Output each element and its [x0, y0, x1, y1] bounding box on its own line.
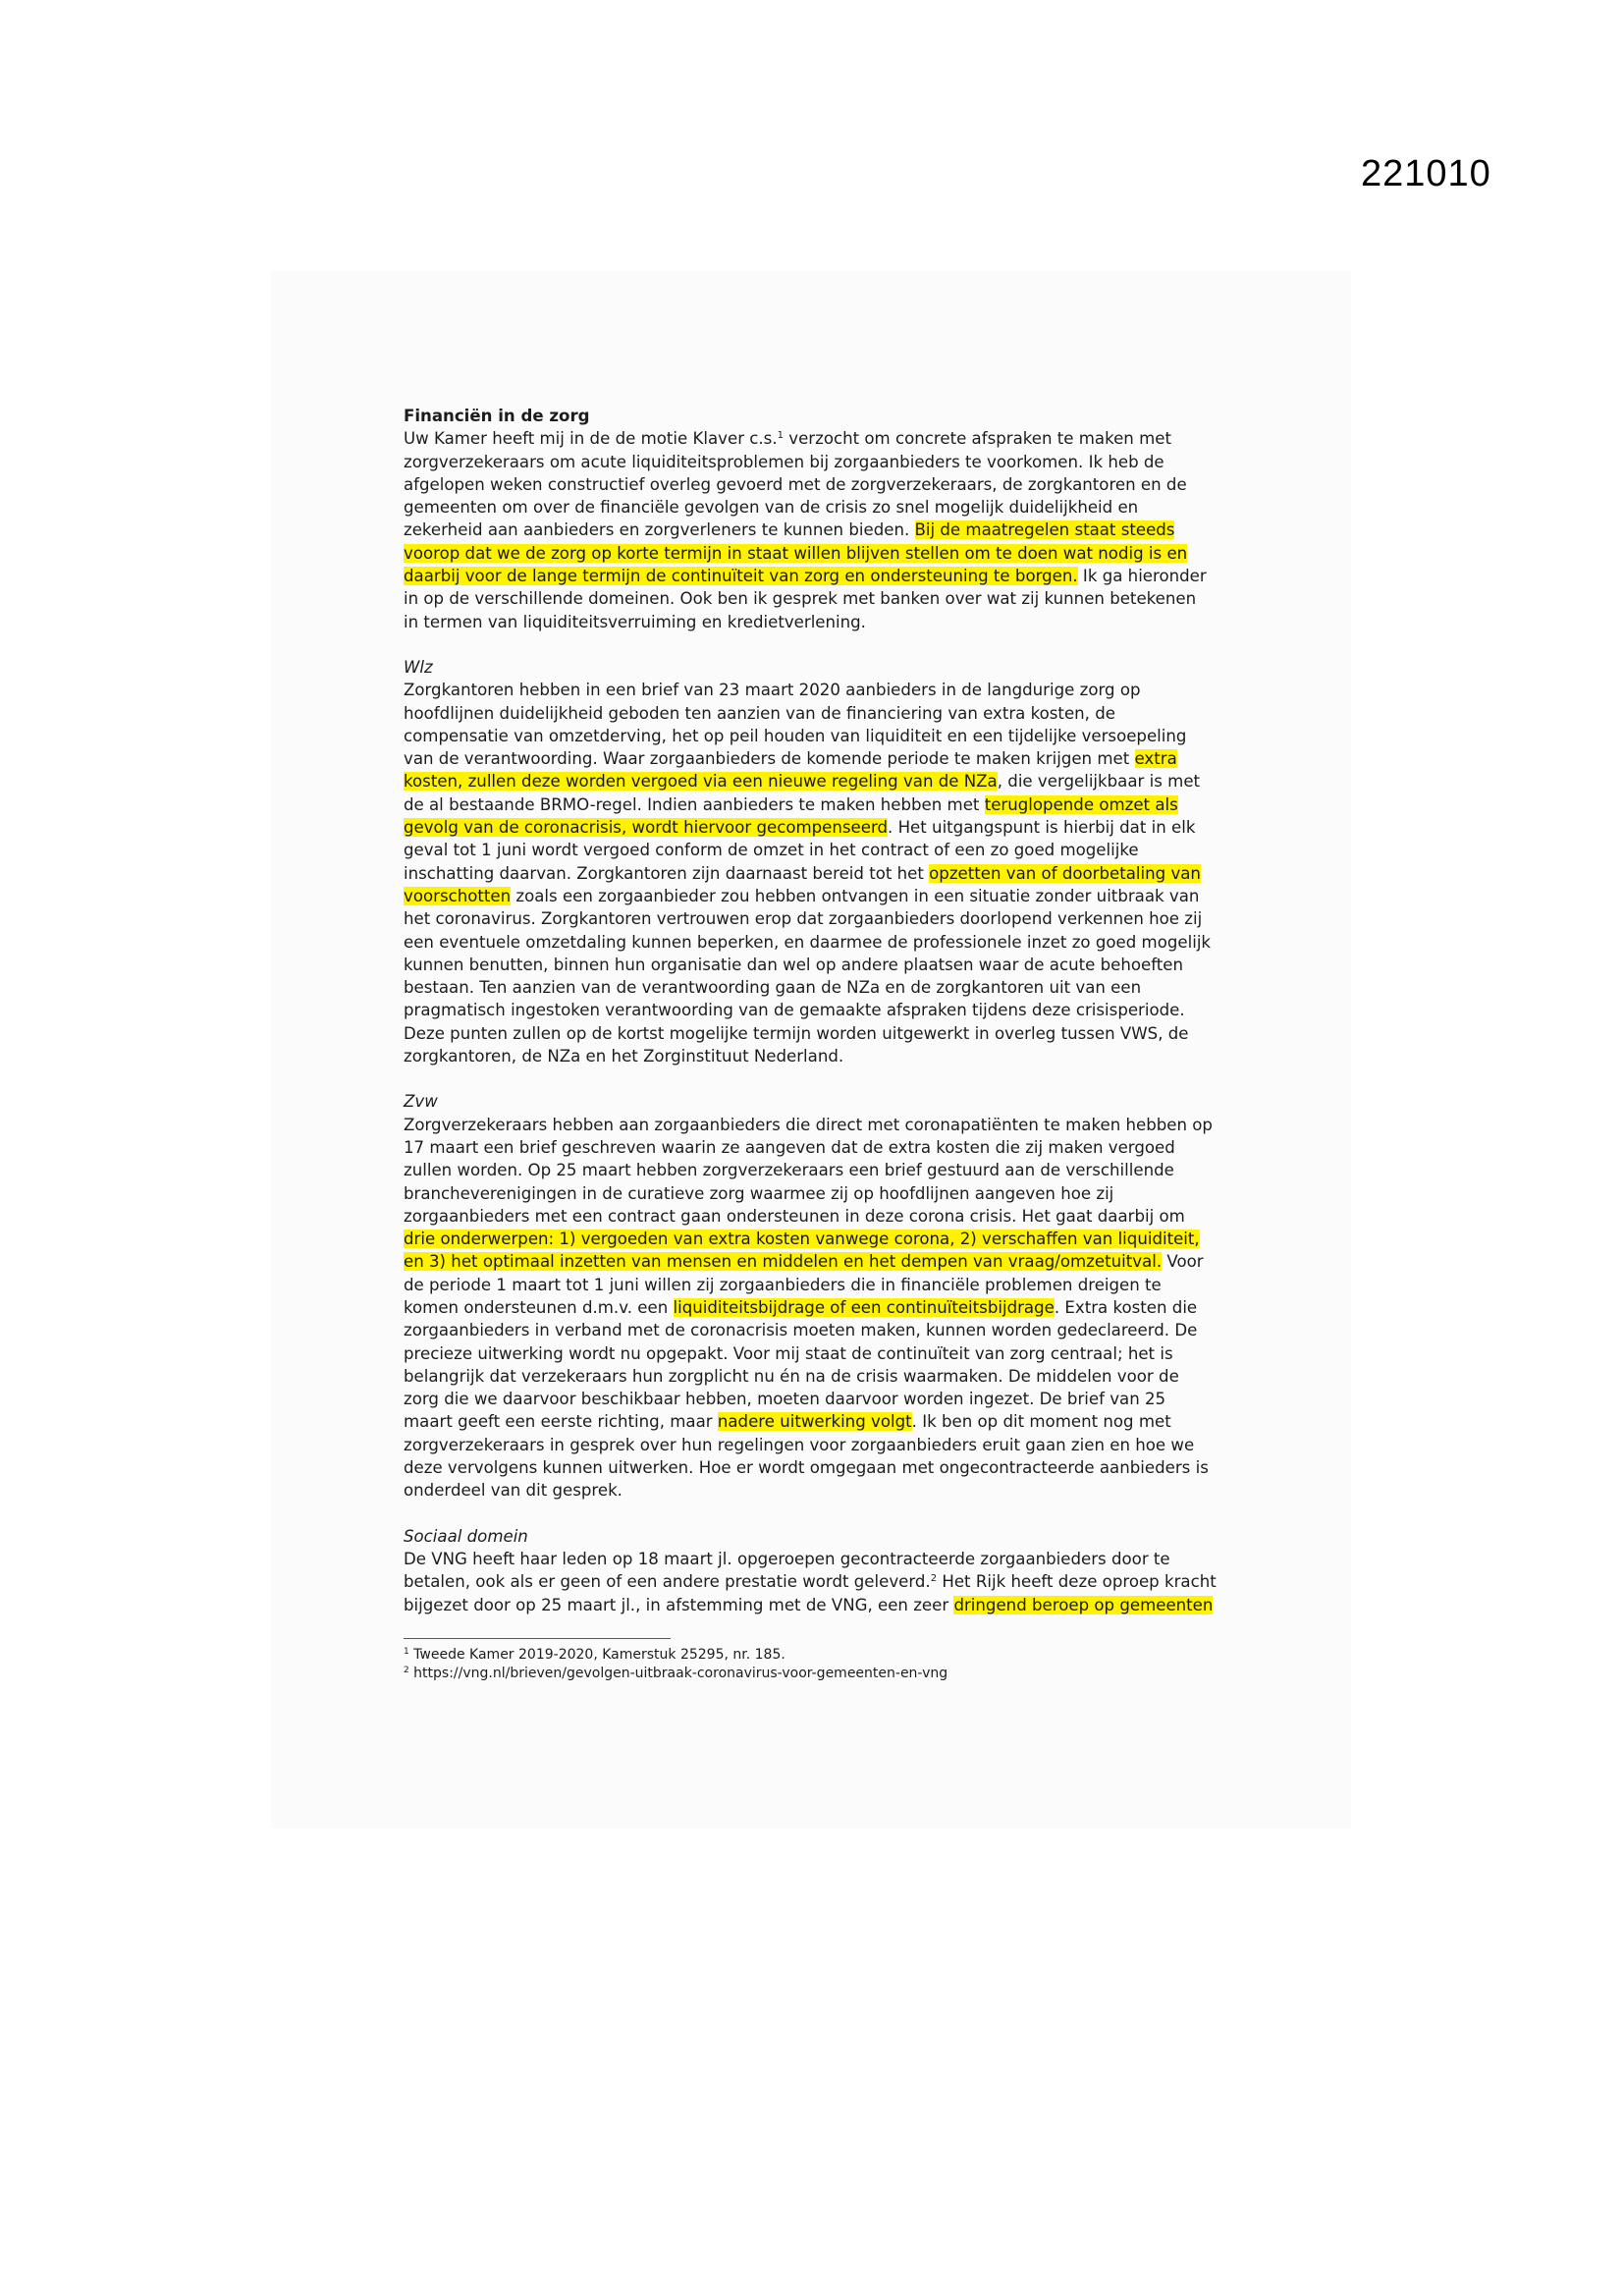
highlighted-text: nadere uitwerking volgt	[717, 1412, 912, 1432]
highlighted-text: teruglopende omzet als gevolg van de coronacrisis, wordt hiervoor gecompenseerd	[404, 794, 1178, 838]
highlighted-text: extra kosten, zullen deze worden vergoed via een nieuwe regeling van de NZa	[404, 749, 1177, 792]
wlz-heading: Wlz	[404, 657, 433, 677]
highlighted-text: opzetten van of doorbetaling van voorschotten	[404, 863, 1201, 905]
highlighted-text: liquiditeitsbijdrage of een continuïteitsbijdrage	[673, 1297, 1055, 1317]
footnote-2	[404, 1665, 1248, 1683]
text-run: De VNG heeft haar leden op 18 maart jl. opgeroepen gecontracteerde zorgaanbieders door te betalen, ook als er geen of een andere prestatie wordt geleverd.	[404, 1549, 1170, 1592]
footnote-2-text: https://vng.nl/brieven/gevolgen-uitbraak-coronavirus-voor-gemeenten-en-vng	[408, 1666, 948, 1681]
text-run: Ik ga hieronder in op de verschillende domeinen. Ook ben ik gesprek met banken over wat zij kunnen betekenen in termen van liquiditeitsverruiming en kredietverlening.	[404, 567, 1207, 631]
section-title: Financiën in de zorg	[404, 407, 590, 425]
zvw-heading: Zvw	[404, 1092, 438, 1112]
zvw-paragraph	[404, 1114, 1248, 1503]
wlz-paragraph	[404, 679, 1248, 1067]
text-run: , die vergelijkbaar is met de al bestaande BRMO-regel. Indien aanbieders te maken hebben met	[404, 772, 1201, 814]
text-run: verzocht om concrete afspraken te maken met zorgverzekeraars om acute liquiditeitsproblemen bij zorgaanbieders te voorkomen. Ik heb de afgelopen weken constructief overleg gevoerd met de zorgverzekeraars, de zorgkantoren en de gemeenten om over de financiële gevolgen van de crisis zo snel mogelijk duidelijkheid en zekerheid aan aanbieders en zorgverleners te kunnen bieden.	[404, 429, 1187, 540]
text-run: . Ik ben op dit moment nog met zorgverzekeraars in gesprek over hun regelingen voor zorgaanbieders eruit gaan zien en hoe we deze vervolgens kunnen uitwerken. Hoe er wordt omgegaan met ongecontracteerde aanbieders is onderdeel van dit gesprek.	[404, 1412, 1209, 1501]
letter-body	[404, 405, 1248, 1616]
text-run: Het Rijk heeft deze oproep kracht bijgezet door op 25 maart jl., in afstemming met de VNG, een zeer	[404, 1572, 1217, 1614]
footnote-divider	[404, 1638, 671, 1639]
footnotes	[404, 1646, 1248, 1683]
text-run: . Extra kosten die zorgaanbieders in verband met de coronacrisis moeten maken, kunnen worden gedeclareerd. De precieze uitwerking wordt nu opgepakt. Voor mij staat de continuïteit van zorg centraal; het is belangrijk dat verzekeraars hun zorgplicht nu én na de crisis waarmaken. De middelen voor de zorg die we daarvoor beschikbaar hebben, moeten daarvoor worden ingezet. De brief van 25 maart geeft een eerste richting, maar	[404, 1297, 1198, 1432]
text-run: Uw Kamer heeft mij in de de motie Klaver c.s.	[404, 429, 778, 449]
footnote-ref: 2	[930, 1573, 938, 1585]
text-run: Zorgkantoren hebben in een brief van 23 maart 2020 aanbieders in de langdurige zorg op hoofdlijnen duidelijkheid geboden ten aanzien van de financiering van extra kosten, de compensatie van omzetderving, het op peil houden van liquiditeit en een tijdelijke versoepeling van de verantwoording. Waar zorgaanbieders de komende periode te maken krijgen met	[404, 681, 1187, 769]
highlighted-text: drie onderwerpen: 1) vergoeden van extra kosten vanwege corona, 2) verschaffen van liquiditeit, en 3) het optimaal inzetten van mensen en middelen en het dempen van vraag/omzetuitval.	[404, 1230, 1200, 1272]
text-run: Voor de periode 1 maart tot 1 juni willen zij zorgaanbieders die in financiële problemen dreigen te komen ondersteunen d.m.v. een	[404, 1252, 1204, 1317]
intro-paragraph	[404, 427, 1248, 633]
sociaal-domein-heading: Sociaal domein	[404, 1526, 528, 1546]
text-run: Zorgverzekeraars hebben aan zorgaanbieders die direct met coronapatiënten te maken hebben op 17 maart een brief geschreven waarin ze aangeven dat de extra kosten die zij maken vergoed zullen worden. Op 25 maart hebben zorgverzekeraars een brief gestuurd aan de verschillende brancheverenigingen in de curatieve zorg waarmee zij op hoofdlijnen aangeven hoe zij zorgaanbieders met een contract gaan ondersteunen in deze corona crisis. Het gaat daarbij om	[404, 1115, 1213, 1226]
text-run: zoals een zorgaanbieder zou hebben ontvangen in een situatie zonder uitbraak van het coronavirus. Zorgkantoren vertrouwen erop dat zorgaanbieders doorlopend verkennen hoe zij een eventuele omzetdaling kunnen beperken, en daarmee de professionele inzet zo goed mogelijk kunnen benutten, binnen hun organisatie dan wel op andere plaatsen waar de acute behoeften bestaan. Ten aanzien van de verantwoording gaan de NZa en de zorgkantoren uit van een pragmatisch ingestoken verantwoording van de gemaakte afspraken tijdens deze crisisperiode. Deze punten zullen op de kortst mogelijke termijn worden uitgewerkt in overleg tussen VWS, de zorgkantoren, de NZa en het Zorginstituut Nederland.	[404, 886, 1212, 1066]
sociaal-domein-paragraph	[404, 1548, 1248, 1616]
footnote-1-number: 1	[404, 1647, 409, 1657]
highlighted-text: Bij de maatregelen staat steeds voorop dat we de zorg op korte termijn in staat willen blijven stellen om te doen wat nodig is en daarbij voor de lange termijn de continuïteit van zorg en ondersteuning te borgen.	[404, 520, 1188, 586]
document-id: 221010	[1361, 153, 1491, 194]
highlighted-text: dringend beroep op gemeenten	[953, 1595, 1214, 1614]
text-run: . Het uitgangspunt is hierbij dat in elk geval tot 1 juni wordt vergoed conform de omzet in het contract of een zo goed mogelijke inschatting daarvan. Zorgkantoren zijn daarnaast bereid tot het	[404, 818, 1196, 883]
footnote-ref: 1	[777, 430, 784, 442]
footnote-1	[404, 1646, 1248, 1665]
footnote-2-number: 2	[404, 1666, 409, 1675]
footnote-1-text: Tweede Kamer 2019-2020, Kamerstuk 25295, nr. 185.	[408, 1647, 785, 1663]
